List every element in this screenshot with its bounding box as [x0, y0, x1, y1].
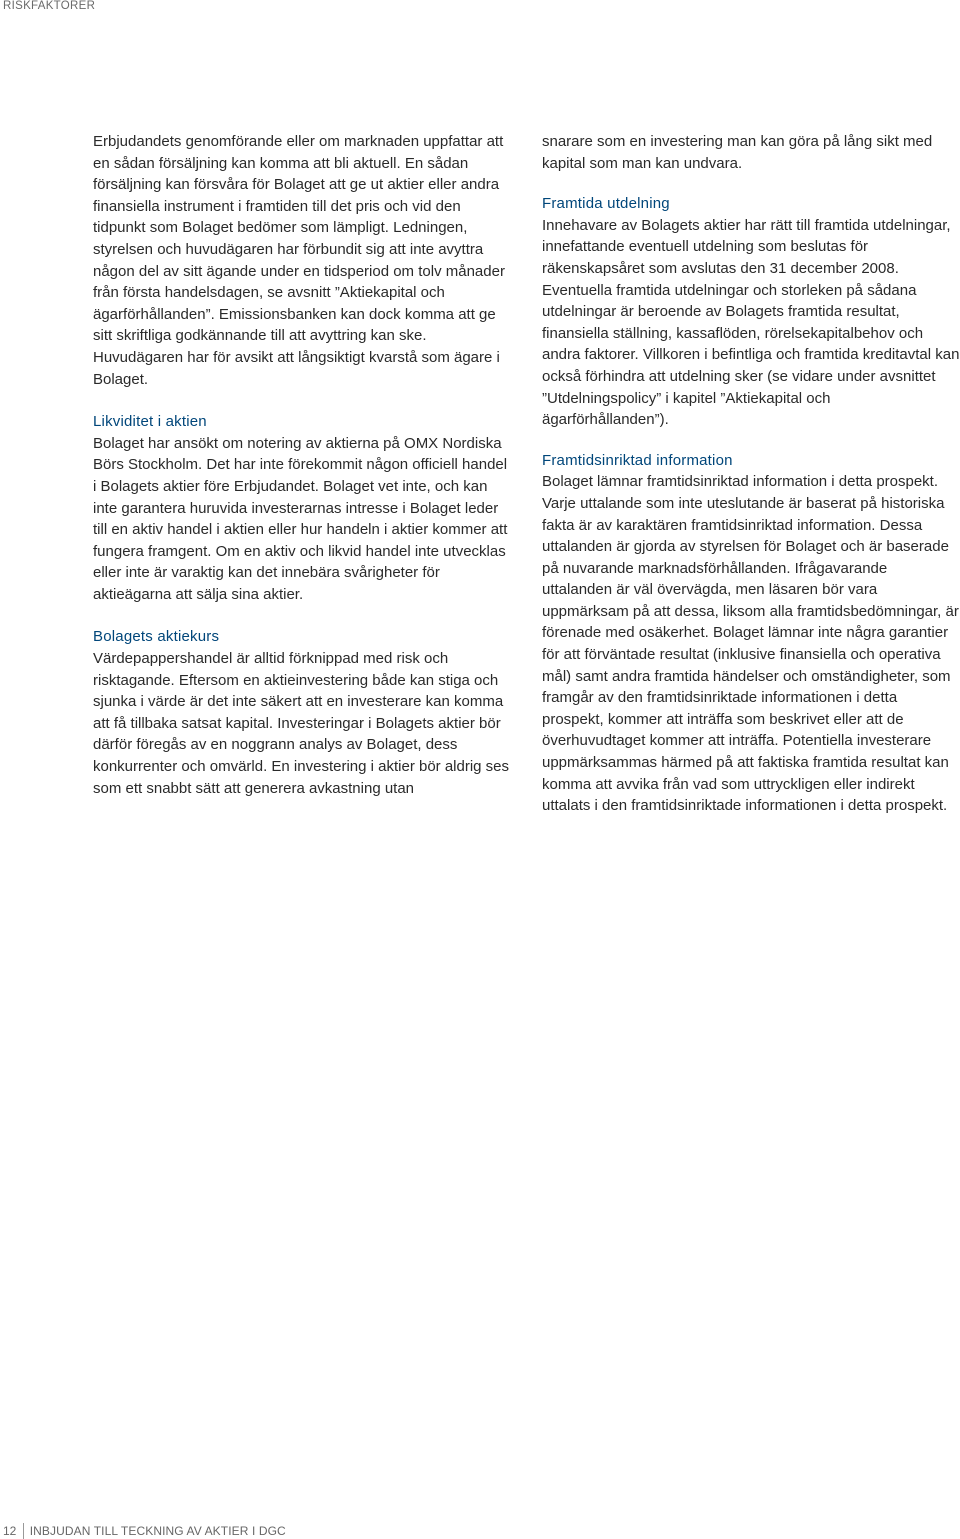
left-column	[93, 131, 511, 799]
page-footer	[3, 1525, 286, 1538]
paragraph-lock-up: Erbjudandets genomförande eller om marknaden uppfattar att en sådan försäljning kan komma att bli aktuell. En sådan försäljning kan försvåra för Bolaget att ge ut aktier eller andra finansiella instrument i framtiden till det pris och vid den tidpunkt som Bolaget bedömer som lämpligt. Ledningen, styrelsen och huvudägaren har förbundit sig att inte avyttra någon del av sitt ägande under en tidsperiod om tolv månader från första handelsdagen, se avsnitt ”Aktiekapital och ägarförhållanden”. Emissionsbanken kan dock komma att ge sitt skriftliga godkännande till att avyttring kan ske. Huvudägaren har för avsikt att långsiktigt kvarstå som ägare i Bolaget.	[93, 133, 505, 388]
footer-divider	[23, 1523, 24, 1539]
running-head: RISKFAKTORER	[3, 0, 96, 12]
publication-title: INBJUDAN TILL TECKNING AV AKTIER I DGC	[29, 1524, 286, 1538]
heading-framtidsinriktad: Framtidsinriktad information	[542, 451, 733, 469]
heading-aktiekurs: Bolagets aktiekurs	[93, 628, 220, 646]
paragraph-continued: snarare som en investering man kan göra på lång sikt med kapital som man kan undvara.	[542, 133, 933, 172]
paragraph-utdelning: Innehavare av Bolagets aktier har rätt till framtida utdelningar, innefattande eventuell utdelning som beslutas för räkenskapsåret som avslutas den 31 december 2008. Eventuella framtida utdelningar och storleken på sådana utdelningar är beroende av Bolagets framtida resultat, finansiella ställning, kassaflöden, rörelsekapitalbehov och andra faktorer. Villkoren i befintliga och framtida kreditavtal kan också förhindra att utdelning sker (se vidare under avsnittet ”Utdelningspolicy” i kapitel ”Aktiekapital och ägarförhållanden”).	[542, 216, 960, 429]
right-column	[542, 131, 960, 817]
paragraph-aktiekurs: Värdepappershandel är alltid förknippad med risk och risktagande. Eftersom en aktieinvestering både kan stiga och sjunka i värde är det inte säkert att en investerare kan komma att få tillbaka satsat kapital. Investeringar i Bolagets aktier bör därför föregås av en noggrann analys av Bolaget, dess konkurrenter och omvärld. En investering i aktier bör aldrig ses som ett snabbt sätt att generera avkastning utan	[93, 650, 510, 797]
heading-utdelning: Framtida utdelning	[542, 195, 670, 213]
page-number: 12	[3, 1524, 17, 1538]
paragraph-likviditet: Bolaget har ansökt om notering av aktierna på OMX Nordiska Börs Stockholm. Det har inte förekommit någon officiell handel i Bolagets aktier före Erbjudandet. Bolaget vet inte, och kan inte garantera huruvida investerarnas intresse i Bolaget leder till en aktiv handel i aktien eller hur handeln i aktier kommer att fungera framgent. Om en aktiv och likvid handel inte utvecklas eller inte är varaktig kan det innebära svårigheter för aktieägarna att sälja sina aktier.	[93, 434, 508, 603]
heading-likviditet: Likviditet i aktien	[93, 413, 207, 431]
paragraph-framtidsinriktad: Bolaget lämnar framtidsinriktad information i detta prospekt. Varje uttalande som inte uteslutande är baserat på historiska fakta är av karaktären framtidsinriktad information. Dessa uttalanden är gjorda av styrelsen för Bolaget och är baserade på nuvarande marknadsförhållanden. Ifrågavarande uttalanden är väl övervägda, men läsaren bör vara uppmärksam på att dessa, liksom alla framtidsbedömningar, är förenade med osäkerhet. Bolaget lämnar inte några garantier för att förväntade resultat (inklusive finansiella och operativa mål) samt andra framtida händelser och omständigheter, som framgår av den framtidsinriktade informationen i detta prospekt, kommer att inträffa som beskrivet eller att de överhuvudtaget kommer att inträffa. Potentiella investerare uppmärksammas härmed på att faktiska framtida resultat kan komma att avvika från vad som uttryckligen eller indirekt uttalats i den framtidsinriktade informationen i detta prospekt.	[542, 473, 959, 815]
